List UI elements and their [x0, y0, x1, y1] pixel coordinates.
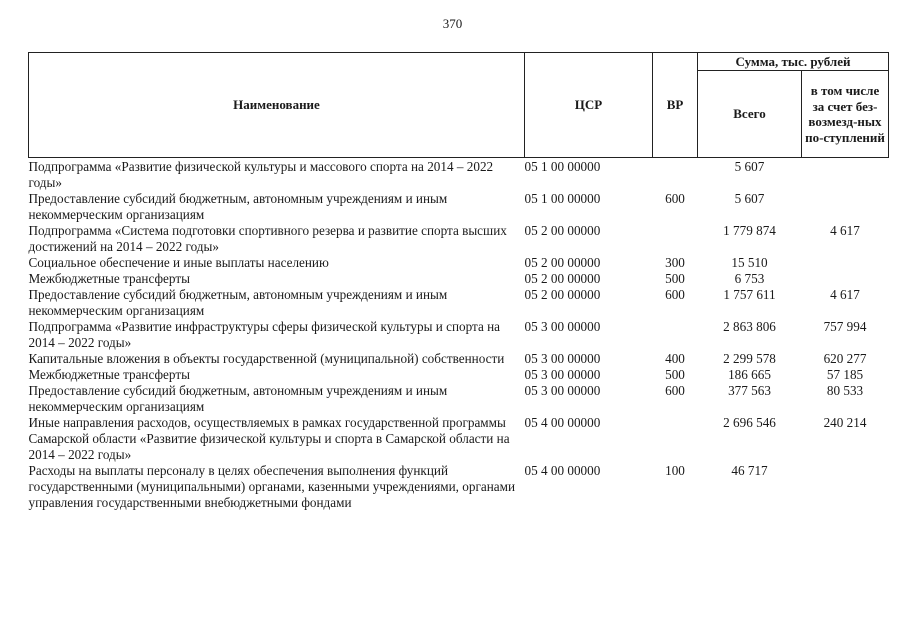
row-total: 377 563: [728, 383, 771, 398]
row-csr: 05 3 00 00000: [524, 383, 601, 398]
row-csr: 05 1 00 00000: [524, 191, 601, 206]
row-free: [802, 255, 889, 271]
row-name: Предоставление субсидий бюджетным, автономным учреждениям и иным некоммерческим организациям: [28, 383, 448, 414]
row-csr: 05 2 00 00000: [524, 255, 601, 270]
row-total: 15 510: [731, 255, 768, 270]
row-free: 620 277: [823, 351, 867, 366]
row-total: 1 757 611: [723, 287, 776, 302]
row-csr: 05 2 00 00000: [524, 287, 601, 302]
row-csr: 05 4 00 00000: [524, 415, 601, 430]
row-csr: 05 2 00 00000: [524, 223, 601, 238]
row-vr: [653, 319, 698, 351]
table-row: [29, 351, 889, 367]
row-total: 1 779 874: [723, 223, 776, 238]
row-name: Расходы на выплаты персоналу в целях обеспечения выполнения функций государственными (муниципальными) органами, казенными учреждениями, органами управления государственными внебюджетными фондами: [28, 463, 516, 510]
row-vr: 400: [665, 351, 685, 366]
header-free-receipts: в том числе за счет без-возмезд-ных по-ступлений: [802, 71, 889, 158]
table-row: [29, 255, 889, 271]
row-free: 57 185: [826, 367, 864, 382]
row-total: 2 863 806: [723, 319, 776, 334]
table-row: [29, 287, 889, 319]
table-row: [29, 383, 889, 415]
table-row: [29, 158, 889, 192]
row-vr: 100: [665, 463, 685, 478]
row-vr: [653, 223, 698, 255]
row-total: 2 299 578: [723, 351, 776, 366]
row-vr: 600: [665, 383, 685, 398]
row-name: Иные направления расходов, осуществляемых в рамках государственной программы Самарской области «Развитие физической культуры и спорта в Самарской области на 2014 – 2022 годы»: [28, 415, 510, 462]
table-row: [29, 271, 889, 287]
row-free: 80 533: [826, 383, 864, 398]
row-name: Подпрограмма «Система подготовки спортивного резерва и развитие спорта высших достижений на 2014 – 2022 годы»: [28, 223, 507, 254]
row-name: Подпрограмма «Развитие физической культуры и массового спорта на 2014 – 2022 годы»: [28, 159, 494, 190]
table-row: [29, 223, 889, 255]
row-total: 5 607: [734, 191, 765, 206]
row-total: 2 696 546: [723, 415, 776, 430]
row-free: [802, 158, 889, 192]
row-name: Капитальные вложения в объекты государственной (муниципальной) собственности: [28, 351, 505, 366]
header-name: Наименование: [29, 53, 525, 158]
header-total: Всего: [698, 71, 802, 158]
budget-table: [28, 52, 889, 511]
row-csr: 05 3 00 00000: [524, 319, 601, 334]
row-free: 4 617: [830, 223, 860, 238]
row-csr: 05 1 00 00000: [524, 159, 601, 174]
header-sum: Сумма, тыс. рублей: [698, 53, 889, 71]
row-vr: 300: [665, 255, 685, 270]
row-vr: [653, 158, 698, 192]
row-csr: 05 3 00 00000: [524, 351, 601, 366]
header-vr: ВР: [653, 53, 698, 158]
row-name: Межбюджетные трансферты: [28, 367, 190, 382]
table-header: [29, 53, 889, 158]
table-row: [29, 319, 889, 351]
page-number: 370: [442, 16, 463, 31]
row-name: Подпрограмма «Развитие инфраструктуры сферы физической культуры и спорта на 2014 – 2022 годы»: [28, 319, 501, 350]
row-total: 5 607: [734, 159, 765, 174]
row-total: 186 665: [728, 367, 771, 382]
row-name: Межбюджетные трансферты: [28, 271, 190, 286]
row-free: [802, 191, 889, 223]
row-vr: 600: [665, 287, 685, 302]
table-row: [29, 463, 889, 511]
row-total: 46 717: [731, 463, 768, 478]
header-csr: ЦСР: [525, 53, 653, 158]
row-name: Социальное обеспечение и иные выплаты населению: [28, 255, 329, 270]
row-vr: 600: [665, 191, 685, 206]
row-name: Предоставление субсидий бюджетным, автономным учреждениям и иным некоммерческим организациям: [28, 287, 448, 318]
row-name: Предоставление субсидий бюджетным, автономным учреждениям и иным некоммерческим организациям: [28, 191, 448, 222]
row-csr: 05 3 00 00000: [524, 367, 601, 382]
row-free: [802, 271, 889, 287]
table-body: [29, 158, 889, 512]
row-free: 4 617: [830, 287, 860, 302]
table-row: [29, 191, 889, 223]
row-csr: 05 4 00 00000: [524, 463, 601, 478]
row-total: 6 753: [734, 271, 765, 286]
row-csr: 05 2 00 00000: [524, 271, 601, 286]
row-vr: 500: [665, 271, 685, 286]
row-vr: 500: [665, 367, 685, 382]
table-row: [29, 367, 889, 383]
row-vr: [653, 415, 698, 463]
row-free: 757 994: [823, 319, 867, 334]
row-free: [802, 463, 889, 511]
table-row: [29, 415, 889, 463]
row-free: 240 214: [823, 415, 867, 430]
